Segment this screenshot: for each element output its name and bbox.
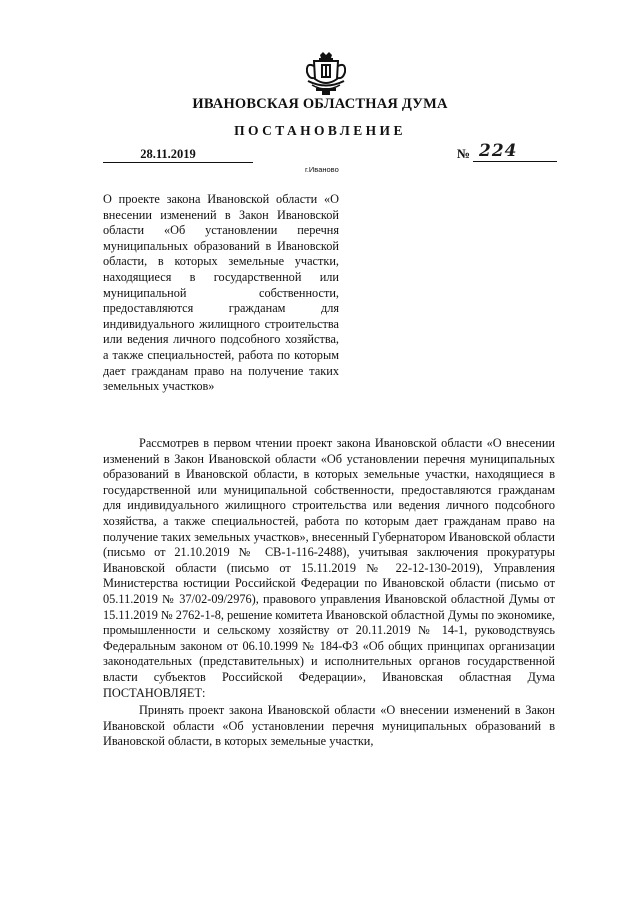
body-paragraph: Принять проект закона Ивановской области «О внесении изменений в Закон Ивановской области «Об установлении перечня муниципальных образований в Ивановской области, в которых земельные участки, — [103, 703, 555, 749]
document-number-value: 224 — [479, 141, 518, 161]
document-date — [103, 147, 253, 163]
coat-of-arms-icon — [306, 52, 346, 96]
body-paragraph: Рассмотрев в первом чтении проект закона Ивановской области «О внесении изменений в Закон Ивановской области «Об установлении перечня муниципальных образований в Ивановской области, в которых земельные участки, находящиеся в государственной или муниципальной собственности, предоставляются гражданам для индивидуального жилищного строительства или ведения личного подсобного хозяйства, а также специальностей, работа по которым дает гражданам право на получение таких земельных участков», внесенный Губернатором Ивановской области (письмо от 21.10.2019 № СВ-1-116-2488), учитывая заключения прокуратуры Ивановской области (письмо от 15.11.2019 № 22-12-130-2019), Управления Министерства юстиции Российской Федерации по Ивановской области (письмо от 05.11.2019 № 37/02-09/2976), правового управления Ивановской областной Думы от 15.11.2019 № 2762-1-8, решение комитета Ивановской областной Думы по экономике, промышленности и сельскому хозяйству от 20.11.2019 № 14-1, руководствуясь Федеральным законом от 06.10.1999 № 184-ФЗ «Об общих принципах организации законодательных (представительных) и исполнительных органов государственной власти субъектов Российской Федерации», Ивановская областная Дума ПОСТАНОВЛЯЕТ: — [103, 436, 555, 700]
organization-title: ИВАНОВСКАЯ ОБЛАСТНАЯ ДУМА — [192, 96, 448, 112]
document-subject: О проекте закона Ивановской области «О внесении изменений в Закон Ивановской области «Об установлении перечня муниципальных образований в Ивановской области, в которых земельные участки, находящиеся в государственной или муниципальной собственности, предоставляются гражданам для индивидуального жилищного строительства или ведения личного подсобного хозяйства, а также специальностей, работа по которым дает гражданам право на получение таких земельных участков» — [103, 192, 339, 394]
document-body — [103, 436, 555, 750]
document-number — [457, 143, 557, 162]
document-type-heading: ПОСТАНОВЛЕНИЕ — [234, 123, 406, 138]
number-sign: № — [457, 146, 471, 161]
document-date-value: 28.11.2019 — [140, 147, 196, 161]
city-label: г.Иваново — [305, 165, 339, 174]
